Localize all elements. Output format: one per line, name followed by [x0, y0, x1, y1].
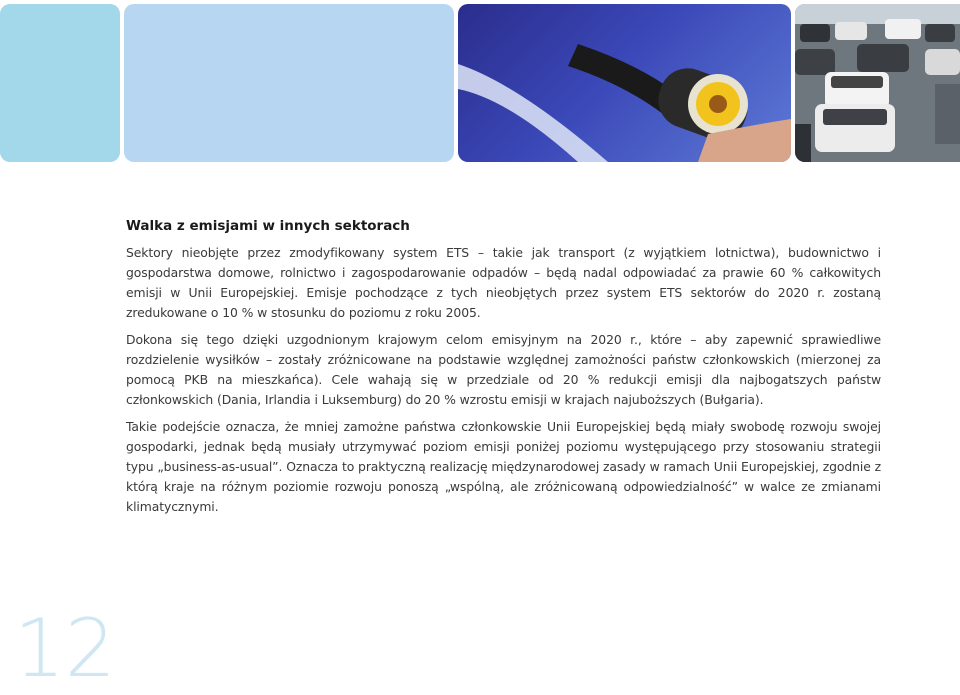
traffic-illustration: [795, 4, 960, 162]
article-paragraph: Sektory nieobjęte przez zmodyfikowany system ETS – takie jak transport (z wyjątkiem lotnictwa), budownictwo i gospodarstwa domowe, rolnictwo i zagospodarowanie odpadów – będą nadal odpowiadać za prawie 60 % całkowitych emisji w Unii Europejskiej. Emisje pochodzące z tych nieobjętych przez system ETS sektorów do 2020 r. zostaną zredukowane o 10 % w stosunku do poziomu z roku 2005.: [126, 245, 881, 320]
article-paragraph: Takie podejście oznacza, że mniej zamożne państwa członkowskie Unii Europejskiej będą miały swobodę rozwoju swojej gospodarki, jednak będą musiały utrzymywać poziom emisji poniżej poziomu występującego przy stosowaniu strategii typu „business-as-usual”. Oznacza to praktyczną realizację międzynarodowej zasady w ramach Unii Europejskiej, zgodnie z którą kraje na różnym poziomie rozwoju ponoszą „wspólną, ale zróżnicowaną odpowiedzialność” w walce ze zmianami klimatycznymi.: [126, 419, 881, 514]
traffic-jam-photo: [795, 4, 960, 162]
page-number: 12: [14, 602, 116, 695]
fuel-nozzle-photo: [458, 4, 791, 162]
fuel-nozzle-illustration: [458, 4, 791, 162]
article-paragraph: Dokona się tego dzięki uzgodnionym krajowym celom emisyjnym na 2020 r., które – aby zapewnić sprawiedliwe rozdzielenie wysiłków – zostały zróżnicowane na podstawie względnej zamożności państw członkowskich (mierzonej za pomocą PKB na mieszkańca). Cele wahają się w przedziale od 20 % redukcji emisji dla najbogatszych państw członkowskich (Dania, Irlandia i Luksemburg) do 20 % wzrostu emisji w krajach najuboższych (Bułgaria).: [126, 332, 881, 407]
banner-color-block-cyan: [0, 4, 120, 162]
article-heading: Walka z emisjami w innych sektorach: [126, 218, 410, 234]
banner-color-block-blue: [124, 4, 454, 162]
article: [126, 218, 881, 524]
